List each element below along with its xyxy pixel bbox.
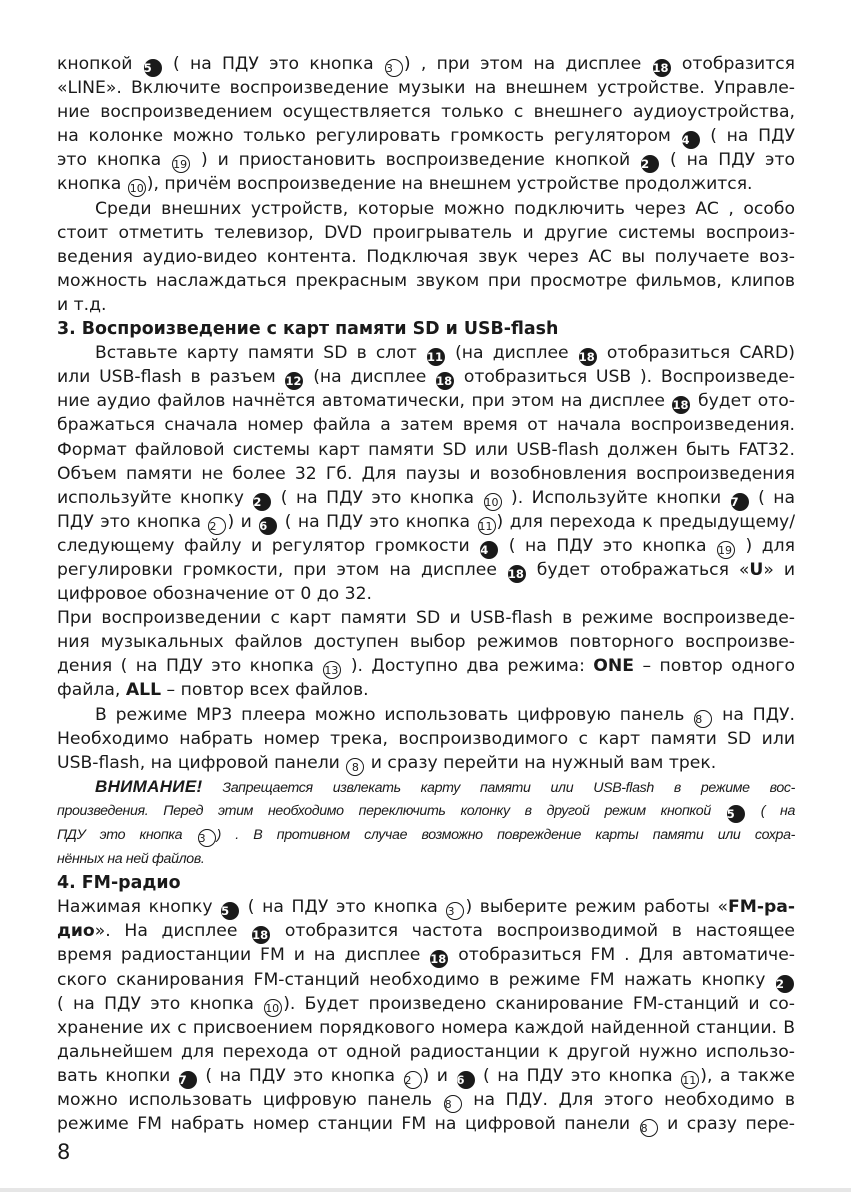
warning-line: нённых на ней файлов. [57, 851, 205, 868]
text-line: В режиме MP3 плеера можно использовать цифровую панель 8 на ПДУ. [95, 704, 795, 726]
remote-3-marker: 3 [385, 59, 403, 77]
button-7-marker: 7 [179, 1071, 197, 1089]
text-line: ( на ПДУ это кнопка 10 ). Будет произведено сканирование FM-станций и со- [57, 993, 795, 1015]
text-line: стоит отметить телевизор, DVD проигрыватель и другие системы воспроиз- [57, 222, 795, 243]
text-line: ского сканирования FM-станций необходимо в режиме FM нажать кнопку 2 [57, 968, 795, 992]
usb-12-marker: 12 [285, 374, 302, 389]
button-2-marker: 2 [253, 493, 271, 511]
text-line: USB-flash, на цифровой панели 8 и сразу перейти на нужный вам трек. [57, 752, 717, 774]
text-line: ние аудио файлов начнётся автоматически, при этом на дисплее 18 будет ото- [57, 391, 795, 413]
text-line: можно использовать цифровую панель 8 на ПДУ. Для этого необходимо в [57, 1090, 795, 1112]
remote-10-marker: 10 [264, 999, 282, 1017]
text-line: дио». На дисплее 18 отобразится частота воспроизводимой в настоящее [57, 921, 795, 943]
remote-3-marker: 3 [198, 829, 216, 847]
text-line: режиме FM набрать номер станции FM на цифровой панели 8 и сразу пере- [57, 1114, 795, 1136]
sd-slot-11-marker: 11 [426, 350, 443, 365]
remote-11-marker: 11 [478, 517, 496, 535]
document-page [57, 52, 795, 1136]
button-7-marker: 7 [731, 493, 749, 511]
text-line: ведения аудио-видео контента. Подключая звук через AC вы получаете воз- [57, 246, 795, 267]
text-line: или USB-flash в разъем 12 (на дисплее 18 отобразиться USB ). Воспроизведе- [57, 367, 795, 389]
warning-line: ПДУ это кнопка 3 ) . В противном случае возможно повреждение карты памяти или сохра- [57, 827, 795, 845]
text-line: Необходимо набрать номер трека, воспроизводимого с карт памяти SD или [57, 728, 795, 749]
button-5-marker: 5 [144, 59, 162, 77]
text-line: Среди внешних устройств, которые можно подключить через AC , особо [95, 198, 795, 219]
text-line: дения ( на ПДУ это кнопка 13 ). Доступно два режима: ONE – повтор одного [57, 656, 795, 678]
display-18-marker: 18 [672, 398, 689, 413]
text-line: файла, ALL – повтор всех файлов. [57, 680, 369, 701]
volume-4-marker: 4 [682, 131, 700, 149]
remote-8-marker: 8 [694, 710, 712, 728]
remote-2-marker: 2 [208, 517, 226, 535]
warning-line: ВНИМАНИЕ! Запрещается извлекать карту памяти или USB-flash в режиме вос- [95, 776, 795, 796]
display-18-marker: 18 [252, 928, 269, 943]
text-line: При воспроизведении с карт памяти SD и USB-flash в режиме воспроизведе- [57, 608, 795, 629]
button-6-marker: 6 [259, 517, 277, 535]
text-line: ПДУ это кнопка 2 ) и 6 ( на ПДУ это кнопка 11 ) для перехода к предыдущему/ [57, 511, 795, 533]
button-5-marker: 5 [221, 902, 239, 920]
text-line: можность наслаждаться прекрасным звуком при просмотре фильмов, клипов [57, 270, 795, 291]
text-line: время радиостанции FM и на дисплее 18 отобразиться FM . Для автоматиче- [57, 945, 795, 967]
text-line: кнопка 10 ), причём воспроизведение на внешнем устройстве продолжится. [57, 174, 753, 196]
text-line: Формат файловой системы карт памяти SD или USB-flash должен быть FAT32. [57, 439, 795, 460]
remote-10-marker: 10 [128, 179, 146, 197]
text-line: кнопкой 5 ( на ПДУ это кнопка 3 ) , при этом на дисплее 18 отобразится [57, 54, 796, 75]
button-2-marker: 2 [776, 975, 794, 993]
text-line: «LINE». Включите воспроизведение музыки на внешнем устройстве. Управле- [57, 78, 795, 99]
display-18-marker: 18 [578, 350, 595, 365]
remote-8-marker: 8 [346, 758, 364, 776]
warning-line: произведения. Перед этим необходимо переключить колонку в другой режим кнопкой 5 ( на [57, 802, 795, 821]
text-line: Нажимая кнопку 5 ( на ПДУ это кнопка 3 ) выберите режим работы «FM-ра- [57, 897, 795, 919]
remote-13-marker: 13 [323, 661, 341, 679]
remote-11-marker: 11 [681, 1071, 699, 1089]
text-line: дальнейшем для перехода от одной радиостанции к другой нужно использо- [57, 1041, 795, 1062]
text-line: Объем памяти не более 32 Гб. Для паузы и возобновления воспроизведения [57, 463, 795, 484]
remote-3-marker: 3 [446, 902, 464, 920]
text-line: бражаться сначала номер файла а затем время от начала воспроизведения. [57, 415, 795, 436]
text-line: следующему файлу и регулятор громкости 4 ( на ПДУ это кнопка 19 ) для [57, 535, 796, 557]
text-line: хранение их с присвоением порядкового номера каждой найденной станции. В [57, 1017, 795, 1038]
text-line: это кнопка 19 ) и приостановить воспроизведение кнопкой 2 ( на ПДУ это [57, 150, 795, 172]
text-line: ния музыкальных файлов доступен выбор режимов повторного воспроизве- [57, 632, 795, 653]
section-4-heading: 4. FM-радио [57, 873, 181, 894]
text-line: Вставьте карту памяти SD в слот 11 (на дисплее 18 отобразиться CARD) [95, 343, 795, 365]
remote-8-marker: 8 [444, 1095, 462, 1113]
remote-2-marker: 2 [404, 1071, 422, 1089]
remote-19-marker: 19 [717, 541, 735, 559]
remote-19-marker: 19 [172, 155, 190, 173]
display-18-marker: 18 [436, 374, 453, 389]
volume-4-marker: 4 [480, 541, 498, 559]
button-5-marker: 5 [727, 805, 745, 823]
remote-10-marker: 10 [484, 493, 502, 511]
text-line: ние воспроизведением осуществляется только с внешнего аудиоустройства, [57, 102, 795, 123]
page-number: 8 [57, 1140, 71, 1164]
text-line: на колонке можно только регулировать громкость регулятором 4 ( на ПДУ [57, 126, 795, 148]
page-bottom-edge [0, 1188, 851, 1192]
section-3-heading: 3. Воспроизведение с карт памяти SD и USB-flash [57, 319, 559, 340]
text-line: используйте кнопку 2 ( на ПДУ это кнопка 10 ). Используйте кнопки 7 ( на [57, 487, 795, 509]
text-line: и т.д. [57, 294, 107, 315]
text-line: вать кнопки 7 ( на ПДУ это кнопка 2 ) и 6 ( на ПДУ это кнопка 11 ), а также [57, 1065, 796, 1087]
button-2-marker: 2 [641, 155, 659, 173]
display-18-marker: 18 [652, 61, 669, 75]
remote-8-marker: 8 [640, 1119, 658, 1137]
text-line: регулировки громкости, при этом на дисплее 18 будет отображаться «U» и [57, 559, 795, 581]
display-18-marker: 18 [430, 952, 447, 967]
button-6-marker: 6 [457, 1071, 475, 1089]
display-18-marker: 18 [507, 566, 524, 581]
warning-label: ВНИМАНИЕ! [95, 776, 203, 796]
text-line: цифровое обозначение от 0 до 32. [57, 584, 372, 605]
